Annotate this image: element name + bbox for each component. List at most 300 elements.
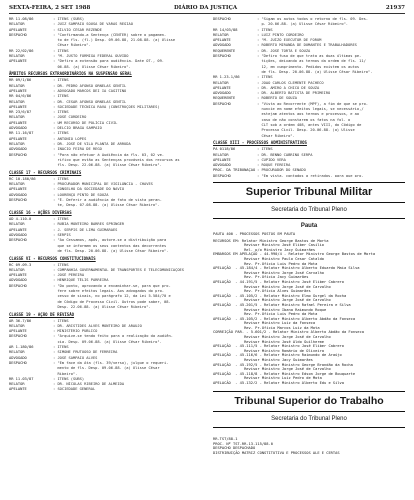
docket-line bbox=[9, 28, 201, 33]
docket-value: : CUPIDO VERA bbox=[257, 157, 286, 162]
docket-value: nuncie em nome efeitos legais, se necessário,/ bbox=[257, 107, 364, 112]
docket-value: Desp. 22.06.88. (a) Ulisse César Ribeiro". bbox=[53, 304, 151, 309]
section-heading: CLASSE VI - RECURSOS CONSTITUCIONAIS bbox=[9, 255, 96, 261]
pauta-item: CORREIÇÃO PAR. - 5.601/2 - Relator Ministro Alberto Abdão da Fonseca bbox=[213, 330, 364, 335]
docket-value: : "Do ponto, aprovando a encaminhar-se, para que pro- bbox=[53, 283, 171, 288]
docket-label: APELANTE bbox=[9, 273, 27, 278]
docket-value: Ribeiro". bbox=[53, 371, 78, 376]
docket-line bbox=[213, 86, 405, 91]
docket-line bbox=[9, 222, 201, 227]
pauta-item: APELAÇÃO - 45.132/2 - Relator Ministro Alberto Edu e Silva bbox=[213, 381, 344, 384]
docket-line bbox=[9, 294, 201, 299]
docket-value: : LOURENÇO PINTO DE SOUZA bbox=[53, 192, 109, 197]
docket-line bbox=[213, 22, 405, 27]
docket-value: : ITENS bbox=[53, 217, 69, 222]
section-heading: CLASSE 16 - AÇÕES DIVERSAS bbox=[9, 210, 72, 216]
docket-label: RELATOR bbox=[9, 382, 25, 387]
docket-line bbox=[9, 89, 201, 94]
docket-line bbox=[213, 33, 405, 38]
docket-line bbox=[9, 153, 201, 158]
banner-rule-top bbox=[213, 182, 405, 183]
docket-value: : ITENS bbox=[53, 176, 69, 181]
pauta-item: EMBARGOS EM APELAÇÃO - 44.990/4 - Relator Ministro George Bastos de Morta bbox=[213, 252, 376, 257]
docket-value: : DR. JOSÉ TORTA E SOUZA bbox=[257, 48, 311, 53]
docket-value: to de fls. (fl.) Desp. 09.06.88, 21.08.88. (a) Ulisse bbox=[53, 38, 176, 43]
docket-value: mento de fls. Desp. 09.06.88. (a) Ulisse César bbox=[53, 366, 160, 371]
docket-value: : ITENS bbox=[53, 94, 69, 99]
pauta-item: Revisor Ministro Paulo Cesar Cataldo bbox=[213, 256, 325, 261]
docket-label: ADVOGADO bbox=[213, 91, 231, 96]
docket-line bbox=[9, 387, 201, 392]
docket-label: RELATOR bbox=[9, 267, 25, 272]
docket-line bbox=[9, 217, 201, 222]
docket-value: : DR. CESAR AFONSO ORNELAS GENTIL bbox=[53, 99, 127, 104]
docket-line bbox=[213, 134, 405, 139]
docket-label: DESPACHO bbox=[9, 283, 27, 288]
right-column-top bbox=[213, 17, 405, 177]
docket-label: DESPACHO bbox=[213, 17, 231, 21]
docket-value: : DR. BENNO CABRINO SERPA bbox=[257, 152, 313, 157]
docket-label: ADVOGADO bbox=[9, 355, 27, 360]
docket-value: : ITENS bbox=[257, 75, 273, 80]
docket-value: caso de não constarem os fatos na fol. o bbox=[257, 117, 351, 122]
docket-line bbox=[213, 168, 405, 173]
docket-line bbox=[9, 147, 201, 152]
docket-value: : "Em vista, contados a retirados, para que pro- bbox=[257, 173, 364, 177]
header-page-number: 21937 bbox=[385, 5, 405, 11]
docket-label: RELATOR bbox=[213, 32, 229, 37]
docket-line bbox=[9, 289, 201, 294]
docket-line bbox=[213, 43, 405, 48]
docket-value: : DR. ALBERTO BATISTA DE PRIMEIRO bbox=[257, 91, 331, 96]
docket-label: DESPACHO bbox=[9, 360, 27, 365]
docket-label: APELANTE bbox=[213, 157, 231, 162]
docket-label: APELANTE bbox=[213, 85, 231, 90]
docket-label: RC 09.09-3 bbox=[9, 262, 32, 267]
docket-line bbox=[9, 244, 201, 249]
docket-value: cia. Desp. 09.06.88. (a) Ulisse César Ribeiro". bbox=[53, 339, 162, 344]
pauta-item: APELAÇÃO - 45.105/2 - Relator Ministro Alberto Abdão da Fonseca bbox=[213, 316, 356, 321]
docket-line bbox=[9, 38, 201, 43]
docket-line bbox=[9, 126, 201, 131]
docket-line bbox=[9, 131, 201, 136]
docket-label: RELATOR bbox=[213, 80, 229, 85]
docket-line bbox=[9, 115, 201, 120]
banner-rule-bottom bbox=[213, 202, 405, 203]
docket-value: : JOSÉ PEREIRA bbox=[53, 273, 85, 278]
docket-value: : ITENS bbox=[53, 48, 69, 53]
docket-label: RR 1.23-1/86 bbox=[213, 75, 240, 80]
docket-line bbox=[9, 65, 201, 70]
docket-label: RELATOR bbox=[9, 99, 25, 104]
docket-value: : "Ao Cessamos, após, autore-se a distribuição para bbox=[53, 238, 167, 243]
docket-value: : ITENS bbox=[257, 27, 273, 32]
docket-line bbox=[9, 59, 201, 64]
docket-label: APELANTE bbox=[9, 329, 27, 334]
docket-value: cesso de sinais, no parágrafo 12, da Lei 5.584/70 e bbox=[53, 294, 171, 299]
docket-line bbox=[213, 91, 405, 96]
docket-line bbox=[9, 356, 201, 361]
docket-label: ADVOGADO bbox=[9, 232, 27, 237]
docket-value: : DR. JOSÉ DE VILA PLANTA DE ARRUDA bbox=[53, 141, 131, 146]
docket-value: : ANTÔNIO LOPES bbox=[53, 136, 87, 141]
docket-line bbox=[9, 345, 201, 350]
pauta-item: Revisor Ministro Luiz da Fonseca bbox=[213, 321, 316, 326]
docket-line bbox=[9, 334, 201, 339]
docket-value: : DR. ARISTIDES ALVES MONTEIRO DE ARAÚJO bbox=[53, 323, 142, 328]
docket-value: : ITENS bbox=[53, 78, 69, 83]
docket-label: DESPACHO bbox=[213, 54, 231, 59]
pauta-item: Revisor Ministro José Eliber Casilio bbox=[213, 243, 325, 248]
tst-entry: DESPACHO DESPACHADO bbox=[213, 446, 256, 451]
docket-value: : "Defiro fuso de que trata as duas últimas pe- bbox=[257, 54, 362, 59]
docket-line bbox=[213, 107, 405, 112]
docket-line bbox=[213, 128, 405, 133]
docket-line bbox=[9, 110, 201, 115]
docket-value: : INÁCIO FEIRA DE REGO bbox=[53, 147, 102, 152]
docket-label: RR 11.16/87 bbox=[9, 131, 34, 136]
pauta-item: Rel. p/o Ministro Jacy Guimarães bbox=[213, 247, 316, 252]
docket-value: : "Em face da Ata (fls. 39/verso), julgue o requeri- bbox=[53, 360, 169, 365]
docket-value: : MINISTÉRIO PÚBLICO bbox=[53, 329, 98, 334]
docket-line bbox=[9, 94, 201, 99]
docket-label: ADVOGADO bbox=[213, 163, 231, 168]
docket-value: : "Sigam os autos todos o retorno de fls. 09. Des- bbox=[257, 17, 369, 21]
docket-label: RELATOR bbox=[9, 323, 25, 328]
docket-label: RR 11.03/87 bbox=[9, 376, 34, 381]
docket-value: : "Vista ao Recorrente (MPF), a fim de que se pro- bbox=[257, 101, 369, 106]
docket-line bbox=[213, 174, 405, 177]
docket-value: : ITENS bbox=[257, 147, 273, 152]
docket-value: : "M. JUSTO FORMIGA FEDERAL OUVIDO bbox=[53, 54, 129, 59]
docket-line bbox=[9, 273, 201, 278]
docket-line bbox=[9, 182, 201, 187]
docket-line bbox=[9, 324, 201, 329]
docket-line bbox=[9, 263, 201, 268]
docket-line bbox=[213, 112, 405, 117]
pauta-item: APELAÇÃO - 45.105/2 - Relator Ministro Elmo Gurgel da Rocha bbox=[213, 293, 347, 298]
secretaria-rule bbox=[213, 218, 405, 219]
docket-label: RC 10.180/86 bbox=[9, 176, 36, 181]
docket-value: : RÚBIA MONTEIRO BARRES SPRINGER bbox=[53, 222, 125, 227]
docket-line bbox=[213, 59, 405, 64]
docket-value: : "Defiro a extensão para audiência. Date OT., 09. bbox=[53, 59, 165, 64]
pauta-list bbox=[213, 232, 405, 384]
pauta-item: APELAÇÃO - 44.191/5 - Relator Ministro José Eliber Cabrero bbox=[213, 279, 344, 284]
docket-label: AR 1.180/86 bbox=[9, 345, 34, 350]
docket-label: AR 36-7/86 bbox=[9, 318, 32, 323]
docket-label: APELANTE bbox=[213, 38, 231, 43]
pauta-item: APELAÇÃO - 45.111/5 - Relator Ministro José Eliber Cabrero bbox=[213, 344, 344, 349]
docket-label: APELANTE bbox=[9, 136, 27, 141]
pauta-intro: PAUTA 400 - PROCESSOS POSTOS EM PAUTA bbox=[213, 232, 296, 236]
docket-label: APELANTE bbox=[9, 387, 27, 392]
section-heading: CLASSE XIII - PROCESSOS ADMINISTRATIVOS bbox=[213, 140, 307, 146]
docket-line bbox=[213, 38, 405, 43]
docket-value: que se informem os seus contentos das decorrentes bbox=[53, 243, 167, 248]
docket-line bbox=[9, 300, 201, 305]
docket-label: PROC. DA TRIBUNAÇÃO bbox=[213, 168, 256, 173]
docket-line bbox=[213, 153, 405, 158]
pauta-item: Revisor Ministro Jorge José de Carvalho bbox=[213, 284, 331, 289]
docket-value: fere sobre efeitos legais. Aos advogados do pro- bbox=[53, 288, 165, 293]
docket-value: César Ribeiro". bbox=[53, 43, 91, 48]
docket-value: : SÍLVIO CÉSAR REZENDE bbox=[53, 27, 102, 32]
docket-value: : ITENS bbox=[53, 262, 69, 267]
docket-value: : ITENS bbox=[53, 131, 69, 136]
docket-value: 12, em cumprimento. Pedidos existem os autos bbox=[257, 64, 360, 69]
section-heading: ÂMBITOS RECURSOS EXTRAORDINÁRIOS NA SUSPENSÃO GERAL bbox=[9, 71, 132, 77]
pauta-item: Rev. Pr.Ofício Luis Pedro da Mota bbox=[213, 312, 318, 317]
docket-label: APELANTE bbox=[9, 104, 27, 109]
docket-line bbox=[9, 17, 201, 22]
docket-line bbox=[9, 238, 201, 243]
docket-value: : DR. PEDRO AFONSO ORNELAS GENTIL bbox=[53, 83, 127, 88]
docket-label: RELATOR bbox=[9, 83, 25, 88]
banner-rule-top-2 bbox=[213, 391, 405, 392]
pauta-item: Revisor Ministro Jorge José de Carvalho bbox=[213, 367, 331, 372]
docket-line bbox=[213, 102, 405, 107]
docket-label: ADVOGADO bbox=[9, 192, 27, 197]
docket-line bbox=[9, 177, 201, 182]
pauta-item: Revisor Ministro Romário de Oliveira bbox=[213, 348, 325, 353]
docket-line bbox=[213, 123, 405, 128]
docket-label: DESPACHO bbox=[9, 152, 27, 157]
docket-value: : "M. JUÍZO EXECUTOR DE FÓRUM bbox=[257, 38, 322, 43]
tst-entry: DISTRIBUIÇÃO MATRIZ CONSTITUTIVA E PROCESSOS ALE E CERTAS bbox=[213, 450, 340, 455]
docket-line bbox=[213, 81, 405, 86]
docket-value: : DELCIO BRAGA SAMPAIO bbox=[53, 126, 102, 131]
pauta-item: Revisor Ministro Luiz Pedro de Mota bbox=[213, 376, 322, 381]
docket-line bbox=[9, 43, 201, 48]
docket-value: : SOCIEDADE GENERAL bbox=[53, 387, 96, 392]
left-column bbox=[9, 17, 201, 495]
docket-value: : PROCURADOR DO SENADO bbox=[257, 168, 306, 173]
pauta-item: APELAÇÃO - 45.116/6 - Relator Ministro Raimundo de Araújo bbox=[213, 353, 342, 358]
docket-label: DESPACHO bbox=[9, 238, 27, 243]
docket-line bbox=[9, 22, 201, 27]
docket-line bbox=[9, 54, 201, 59]
docket-label: ADVOGADO bbox=[9, 126, 27, 131]
docket-line bbox=[213, 96, 405, 101]
docket-label: RR 09/1/86 bbox=[9, 78, 32, 83]
docket-line bbox=[213, 147, 405, 152]
docket-label: DESPACHO bbox=[9, 198, 27, 203]
docket-line bbox=[9, 100, 201, 105]
docket-line bbox=[9, 372, 201, 377]
docket-line bbox=[213, 163, 405, 168]
pauta-item: Revisor Ministro Jorge José de Carvalho bbox=[213, 298, 331, 303]
docket-line bbox=[9, 142, 201, 147]
docket-label: DESPACHO bbox=[9, 32, 27, 37]
docket-label: DESPACHO bbox=[213, 173, 231, 177]
pauta-item: Rev. Pr.Ofício Luis Pedro da Mota bbox=[213, 261, 318, 266]
docket-value: : ITENS (SUBS) bbox=[53, 376, 85, 381]
docket-line bbox=[9, 329, 201, 334]
docket-value: Processo Civil. Desp. 20.06.88. (a) Ulisse bbox=[257, 128, 355, 133]
docket-line bbox=[9, 49, 201, 54]
docket-label: RR 23/6/87 bbox=[9, 110, 32, 115]
docket-line bbox=[213, 54, 405, 59]
docket-line bbox=[213, 158, 405, 163]
docket-value: : "É. Deferir a audiência de fato de vista peran- bbox=[53, 198, 162, 203]
docket-line bbox=[9, 33, 201, 38]
pauta-item: Rev. Pr.Ofício Alves Guimarães bbox=[213, 289, 311, 294]
docket-label: PA 0118/86 bbox=[213, 147, 236, 152]
docket-line bbox=[9, 158, 201, 163]
docket-value: : HENRIQUE TÉLIS PARREIRA bbox=[53, 278, 109, 283]
docket-value: : ROBERTO MIRANDA DE DUMANTES E TRABALHADORES bbox=[257, 43, 357, 48]
docket-label: RR 14/03/88 bbox=[213, 27, 238, 32]
docket-line bbox=[213, 28, 405, 33]
docket-line bbox=[9, 350, 201, 355]
docket-label: APELANTE bbox=[9, 59, 27, 64]
docket-line bbox=[9, 233, 201, 238]
docket-label: REQUERENTE bbox=[213, 48, 236, 53]
docket-value: : "Arquive-se tendo feito para a realização da audiên- bbox=[53, 334, 173, 339]
docket-line bbox=[9, 361, 201, 366]
docket-line bbox=[9, 305, 201, 310]
secretaria-rule-2 bbox=[213, 427, 405, 428]
docket-label: APELANTE bbox=[9, 88, 27, 93]
docket-value: : ADVOGADO MARCOS DEI IA CAGITINO bbox=[53, 88, 127, 93]
docket-label: ADVOGADO bbox=[9, 278, 27, 283]
docket-value: : UM RECURSO DE POLÍCIA CIVIL bbox=[53, 120, 118, 125]
pauta-item: APELAÇÃO - 45.201/5 - Relator Ministro Rafael Pereira e Silva bbox=[213, 302, 351, 307]
docket-line bbox=[9, 319, 201, 324]
pauta-item: Revisor Ministro José Aldo Guilherme bbox=[213, 339, 325, 344]
docket-value: : JOSÉ CORDEIRO bbox=[53, 115, 87, 120]
pauta-item: Rev. Pr.Ofício Jacy Guimarães bbox=[213, 275, 309, 280]
docket-value: 06.88. (a) Ulisse César Ribeiro". bbox=[53, 64, 131, 69]
docket-line bbox=[9, 187, 201, 192]
docket-line bbox=[9, 193, 201, 198]
pauta-item: APELAÇÃO - 45.118/8 - Relator Ministro Edson Jorge de Bouquarte bbox=[213, 371, 356, 376]
docket-label: APELANTE bbox=[9, 27, 27, 32]
docket-value: : ITENS bbox=[53, 110, 69, 115]
docket-line bbox=[9, 382, 201, 387]
docket-label: RR 11.08/86 bbox=[9, 17, 34, 21]
pauta-item: Revisor Ministro Ibana Raimundo Roque bbox=[213, 307, 327, 312]
docket-label: APELANTE bbox=[9, 120, 27, 125]
banner-tribunal-superior-do-trabalho: Tribunal Superior do Trabalho bbox=[234, 395, 384, 407]
docket-value: : CONSELHO DA SOCIEDADE DO NAVIO bbox=[53, 187, 125, 192]
docket-value: : JOSÉ SAMPAIO ALVES bbox=[53, 355, 98, 360]
docket-line bbox=[9, 249, 201, 254]
pauta-item: APELAÇÃO - 45.192/5 - Relator Ministro George Brandão da Rocha bbox=[213, 362, 353, 367]
docket-line bbox=[9, 377, 201, 382]
docket-label: DESPACHO bbox=[213, 101, 231, 106]
docket-value: p. 20.06.88. (a) Ulisse César Ribeiro". bbox=[257, 22, 349, 27]
docket-value: César Ribeiro". bbox=[257, 133, 295, 138]
docket-label: ADVOGADO bbox=[9, 147, 27, 152]
docket-label: DESPACHO bbox=[9, 334, 27, 339]
docket-line bbox=[9, 268, 201, 273]
pauta-item: RECURSOS EM: Relator Ministro George Bastos de Morta bbox=[213, 238, 329, 243]
docket-label: RR 04/6/86 bbox=[9, 94, 32, 99]
docket-value: te, Desp. 07.08.88. (a) Ulisse César Ribeiro". bbox=[53, 203, 160, 208]
secretaria-tribunal-pleno-2: Secretaria do Tribunal Pleno bbox=[271, 416, 347, 422]
docket-value: rifico que estão as Sentenças prováveis dos recursos as bbox=[53, 157, 180, 162]
docket-value: : ROQUE FEREIRA bbox=[257, 163, 291, 168]
docket-value: : COMPANHIA GOVERNAMENTAL DE TRANSPORTES E TELECOMUNICAÇÕES bbox=[53, 267, 184, 272]
docket-value: : LUIZ PINTO CORDEIRO bbox=[257, 32, 304, 37]
docket-line bbox=[9, 105, 201, 110]
docket-label: AD 4.110-0 bbox=[9, 217, 32, 222]
pauta-item: Revisor Ministro Jorge José de Carvalho bbox=[213, 335, 331, 340]
docket-label: RELATOR bbox=[9, 54, 25, 59]
docket-value: fls. Desp. 22.06.88. (a) Ulisse César Ribeiro". bbox=[53, 163, 162, 168]
docket-value: : ITENS bbox=[53, 345, 69, 350]
docket-value: de Código de Processo Civil. Outros pode saber, 08. bbox=[53, 299, 171, 304]
docket-line bbox=[213, 17, 405, 22]
docket-line bbox=[9, 366, 201, 371]
docket-value: : DR. AMIRO A CHICO DE SOUZA bbox=[257, 85, 320, 90]
docket-value: estejam atentos aos termos e processos, e ao bbox=[257, 112, 360, 117]
docket-line bbox=[9, 278, 201, 283]
docket-value: tições, deixando as termos da ordem de fls. 11/ bbox=[257, 59, 366, 64]
section-heading: CLASSE 17 - RECURSOS CRIMINAIS bbox=[9, 169, 82, 175]
docket-line bbox=[9, 163, 201, 168]
tst-entries bbox=[213, 437, 405, 493]
pauta-title: Pauta bbox=[300, 223, 318, 229]
docket-line bbox=[9, 137, 201, 142]
docket-label: RELATOR bbox=[9, 350, 25, 355]
docket-line bbox=[9, 340, 201, 345]
docket-label: ADVOGADO bbox=[213, 43, 231, 48]
docket-line bbox=[9, 198, 201, 203]
docket-value: CLT sob a ordem 408, antes VIII, do Código de bbox=[257, 122, 362, 127]
pauta-item: Revisor Ministro Jorge José Carvalho bbox=[213, 270, 325, 275]
pauta-item: Revisor Ministro Jacy Guimarães bbox=[213, 358, 313, 363]
docket-value: : "Para não efetuar à Audiência da fls. 03, 02 ve- bbox=[53, 152, 165, 157]
docket-value: : DR. NÍCOLAS RIBEIRO DE ALMEIDA bbox=[53, 382, 125, 387]
docket-line bbox=[213, 75, 405, 80]
docket-value: de fls. Desp. 20.06.88. (a) Ulisse César Ribeiro". bbox=[53, 248, 169, 253]
docket-value: : "Confirmando-a Sentença (CENTER) sobre o pagamen- bbox=[53, 32, 167, 37]
docket-value: : SERPIS bbox=[53, 232, 71, 237]
docket-value: : JOÃO CARLOS CLEMENTE PACHECO bbox=[257, 80, 324, 85]
docket-line bbox=[213, 118, 405, 123]
docket-label: REQUERENTE bbox=[213, 96, 236, 101]
tst-entry: PROC. Nº TST-RR-13.115/88.0 bbox=[213, 441, 273, 446]
docket-label: APELANTE bbox=[9, 187, 27, 192]
header-rule bbox=[9, 13, 405, 14]
docket-value: : ITENS (SUBS) bbox=[53, 17, 85, 21]
docket-value: : SIMONE FRUTUOSO DE FERREIRA bbox=[53, 350, 118, 355]
header-journal-title: DIÁRIO DA JUSTIÇA bbox=[174, 5, 238, 11]
docket-line bbox=[9, 84, 201, 89]
tst-entry: RR-TST/88-1 bbox=[213, 437, 238, 441]
docket-line bbox=[213, 49, 405, 54]
docket-line bbox=[213, 70, 405, 75]
docket-value: : ROBERTO DE SOUZA bbox=[257, 96, 297, 101]
docket-line bbox=[9, 78, 201, 83]
docket-label: RELATOR bbox=[9, 141, 25, 146]
docket-value: de fls. Desp. 20.06.88. (a) Ulisse César Ribeiro". bbox=[257, 69, 373, 74]
docket-label: RELATOR bbox=[9, 222, 25, 227]
docket-label: APELANTE bbox=[9, 227, 27, 232]
docket-label: RELATOR bbox=[9, 182, 25, 187]
secretaria-tribunal-pleno-1: Secretaria do Tribunal Pleno bbox=[271, 207, 347, 213]
section-heading: CLASSE 19 - AÇÃO DE REVISÃO bbox=[9, 311, 75, 317]
docket-line bbox=[213, 65, 405, 70]
docket-line bbox=[9, 228, 201, 233]
docket-label: RELATOR bbox=[213, 152, 229, 157]
docket-line bbox=[9, 203, 201, 208]
docket-value: : JUIZ SAMPAIO SOUSA DE VARAS REGIÃO bbox=[53, 22, 133, 27]
docket-line bbox=[9, 121, 201, 126]
